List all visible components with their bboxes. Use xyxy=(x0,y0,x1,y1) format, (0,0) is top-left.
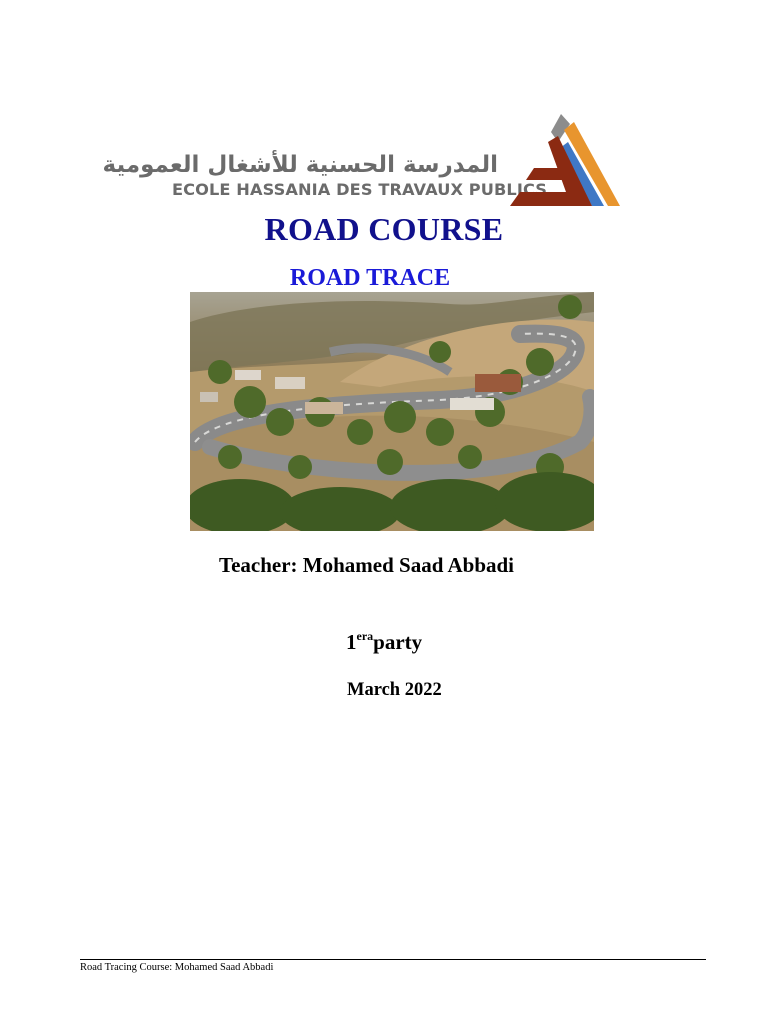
page-subtitle: ROAD TRACE xyxy=(289,265,451,291)
part-number-digit: 1 xyxy=(346,630,357,654)
logo-emblem-icon xyxy=(508,112,623,212)
part-word: party xyxy=(373,630,423,654)
footer-text: Road Tracing Course: Mohamed Saad Abbadi xyxy=(80,962,274,973)
part-number-superscript: era xyxy=(356,629,374,643)
logo-latin-name: ECOLE HASSANIA DES TRAVAUX PUBLICS xyxy=(172,180,547,199)
teacher-name: Teacher: Mohamed Saad Abbadi xyxy=(219,553,515,577)
page-title: ROAD COURSE xyxy=(264,211,504,247)
document-date: March 2022 xyxy=(347,680,442,700)
footer-divider xyxy=(80,959,706,960)
winding-road-photo xyxy=(190,292,594,531)
school-logo xyxy=(102,112,623,212)
logo-arabic-name: المدرسة الحسنية للأشغال العمومية xyxy=(102,152,498,178)
part-number xyxy=(346,629,422,655)
